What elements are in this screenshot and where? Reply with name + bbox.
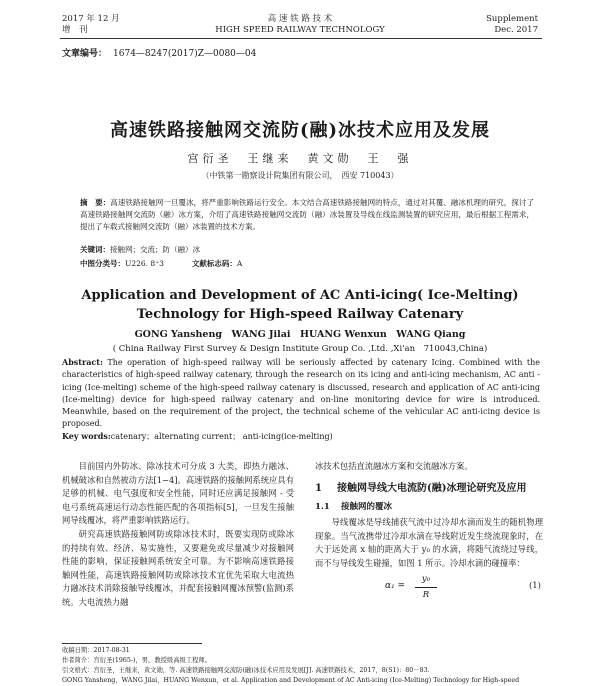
body-right-column (315, 460, 543, 599)
section-number: 1 (315, 482, 322, 494)
equation-1 (315, 573, 543, 599)
supplement-label: Supplement (486, 14, 538, 24)
equation-lhs: α₁ = (385, 580, 406, 591)
cn-abstract (80, 197, 534, 234)
cn-authors: 宫衍圣 王继来 黄文勋 王 强 (187, 152, 413, 165)
article-number-value: 1674—8247(2017)Z—0080—04 (113, 49, 257, 59)
section-heading (315, 482, 543, 496)
footnote-author: 作者简介：宫衍圣(1965-)，男，教授级高级工程师。 (62, 657, 212, 664)
body-paragraph: 目前国内外防冰、除冰技术可分成 3 大类，即热力融冰、机械破冰和自然被动方法[1−4]。高速铁路的接触网系统应具有足够的机械、电气强度和安全性能，同时还应满足接触网 - 受电弓系统高速运行动态性能匹配的各项指标[5]，一旦发生接触网导线覆冰，将严重影响铁路运行。 (62, 461, 294, 526)
en-keywords-text: catenary；alternating current； anti-icing(ice-melting) (110, 432, 333, 441)
footnote-citation-cn: 引文格式：宫衍圣，王继来，黄文勋，等. 高速铁路接触网交流防(融)冰技术应用及发展[J]. 高速铁路技术，2017，8(S1)：80－83. (62, 667, 430, 674)
en-affiliation: ( China Railway First Survey & Design Institute Group Co. ,Ltd. ,Xi'an 710043,China) (112, 344, 488, 354)
footnote-received: 收稿日期：2017-08-31 (62, 647, 130, 654)
fraction-bar (415, 587, 437, 588)
journal-name-cn: 高 速 铁 路 技 术 (267, 14, 333, 24)
en-title-line1: Application and Development of AC Anti-icing( Ice-Melting) (81, 288, 519, 303)
body-paragraph: 冰技术包括直流融冰方案和交流融冰方案。 (315, 461, 473, 471)
footnote-divider (62, 643, 202, 644)
body-paragraph: 导线覆冰是导线捕获气流中过冷却水滴而发生的随机物理现象。当气流携带过冷却水滴在导线附近发生绕流现象时，在大于远处离 x 轴的距离大于 y₀ 的水滴，将随气流绕过导线，而不与导线发生碰撞，如图 1 所示。冷却水滴的碰撞率： (315, 517, 543, 568)
equation-fraction (415, 573, 437, 603)
cn-affiliation: （中铁第一勘察设计院集团有限公司， 西安 710043） (201, 171, 399, 180)
footnotes (62, 646, 542, 686)
en-title-line2: Technology for High-speed Railway Catenary (136, 307, 464, 322)
article-number-label: 文章编号： (62, 49, 108, 59)
cn-abstract-label: 摘 要： (80, 198, 111, 207)
en-abstract-label: Abstract: (62, 357, 103, 367)
en-abstract-text: The operation of high-speed railway will be seriously affected by catenary Icing. Combined with the characteristics of high-speed railway catenary, through the research on its icing and anti-icing mechanism, AC anti - icing (Ice-melting) scheme of the high-speed railway catenary is discussed, research and application of AC anti-icing (Ice-melting) device for high-speed railway catenary and on-line monitoring device for wire is introduced. Meanwhile, based on the requirement of the project, the technical scheme of the vehicular AC anti-icing device is proposed. (62, 358, 540, 429)
en-authors: GONG Yansheng WANG Jilai HUANG Wenxun WANG Qiang (134, 329, 466, 340)
running-header-right (486, 14, 538, 36)
issue-date-en: Dec. 2017 (494, 25, 538, 35)
issue-date: 2017 年 12 月 (62, 14, 120, 24)
cn-classification (80, 258, 242, 269)
header-divider (60, 38, 542, 39)
cn-keywords-label: 关键词： (80, 245, 110, 254)
subsection-title: 接触网的覆冰 (341, 501, 393, 512)
doc-code-value: A (236, 259, 243, 268)
issue-type: 增 刊 (62, 25, 88, 35)
fraction-denominator: R (422, 590, 430, 601)
doc-code-label: 文献标志码： (191, 259, 237, 268)
subsection-heading (315, 501, 543, 515)
article-number (62, 46, 256, 59)
clc-label: 中图分类号： (80, 259, 125, 268)
journal-name-en: HIGH SPEED RAILWAY TECHNOLOGY (215, 25, 385, 35)
fraction-numerator: y₀ (421, 573, 431, 584)
en-keywords (62, 431, 333, 442)
footnote-citation-en: GONG Yansheng，WANG Jilai，HUANG Wenxun，et al. Application and Development of AC Anti-icing (Ice-Melting) Technology for High-speed (62, 677, 520, 684)
body-left-column (62, 460, 294, 610)
subsection-number: 1.1 (315, 501, 330, 512)
en-keywords-label: Key words: (62, 431, 111, 441)
cn-abstract-text: 高速铁路接触网一旦覆冰，将严重影响铁路运行安全。本文结合高速铁路接触网的特点，通过对其覆、融冰机理的研究，探讨了高速铁路接触网交流防（融）冰方案，介绍了高速铁路接触网交流防（融）冰装置及导线在线监测装置的研究应用，最后根据工程需求，提出了车载式接触网交流防（融）冰装置的技术方案。 (80, 198, 535, 232)
cn-keywords (80, 244, 200, 255)
en-abstract (62, 356, 540, 431)
cn-keywords-text: 接触网；交流；防（融）冰 (110, 245, 200, 254)
body-paragraph: 研究高速铁路接触网防或除冰技术时，既要实现防或除冰的持续有效、经济、易实施性，又要避免或尽量减少对接触网性能的影响，保证接触网系统安全可靠。为不影响高速铁路接触网性能，高速铁路接触网防或除冰技术宜优先采取大电流热力融冰技术消除接触导线覆冰，并配套接触网覆冰预警(监测)系统。大电流热力融 (62, 528, 294, 607)
cn-title: 高速铁路接触网交流防(融)冰技术应用及发展 (109, 120, 491, 141)
equation-number: (1) (528, 580, 541, 591)
section-title: 接触网导线大电流防(融)冰理论研究及应用 (337, 482, 527, 494)
clc-value: U226. 8⁺3 (125, 259, 164, 268)
